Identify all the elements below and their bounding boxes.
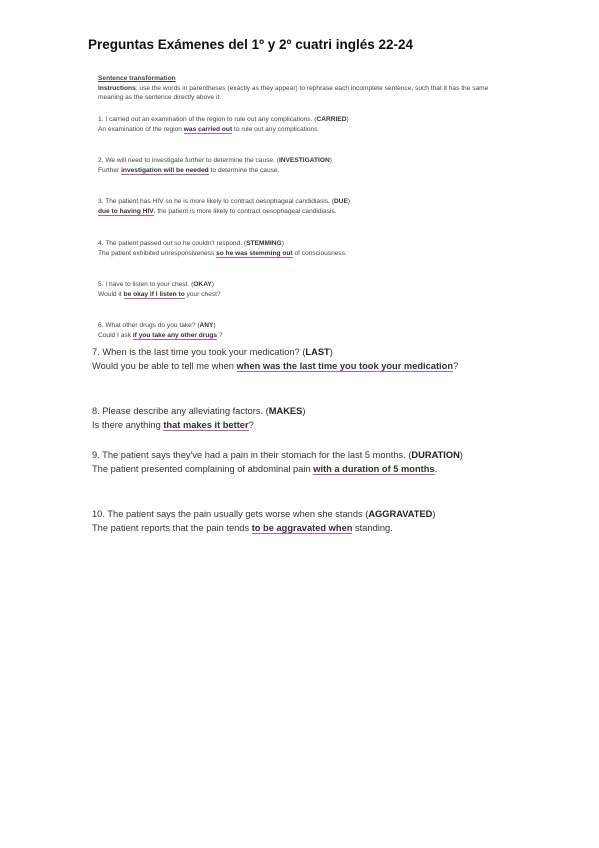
exercise-item-6 <box>98 321 493 340</box>
item-response: Could I ask if you take any other drugs ? <box>98 331 223 339</box>
item-answer: be okay if I listen to <box>123 290 185 298</box>
exercise-item-7 <box>92 345 458 374</box>
item-answer: to be aggravated when <box>251 523 353 534</box>
item-response: The patient reports that the pain tends to be aggravated when standing. <box>92 523 393 534</box>
item-prompt: 1. I carried out an examination of the region to rule out any complications. (CARRIED) <box>98 116 349 123</box>
item-prompt: 4. The patient passed out so he couldn't respond. (STEMMING) <box>98 240 284 247</box>
page-title: Preguntas Exámenes del 1º y 2º cuatri inglés 22-24 <box>88 37 414 52</box>
item-prompt: 7. When is the last time you took your medication? (LAST) <box>92 347 333 357</box>
item-keyword: STEMMING <box>246 240 282 247</box>
item-response: Further investigation will be needed to determine the cause. <box>98 166 280 174</box>
item-prompt: 6. What other drugs do you take? (ANY) <box>98 322 216 329</box>
exercise-item-8 <box>92 404 305 433</box>
item-answer: was carried out <box>183 125 233 133</box>
item-answer: with a duration of 5 months <box>313 464 435 475</box>
section-heading: Sentence transformation <box>98 75 176 82</box>
item-keyword: MAKES <box>268 406 303 416</box>
item-prompt: 9. The patient says they've had a pain in their stomach for the last 5 months. (DURATION) <box>92 450 463 460</box>
exercise-item-5 <box>98 280 493 299</box>
item-keyword: LAST <box>305 347 330 357</box>
item-answer: when was the last time you took your medication <box>236 361 453 372</box>
exercise-item-2 <box>98 156 493 175</box>
item-answer: if you take any other drugs <box>132 331 218 339</box>
exercise-item-10 <box>92 507 435 536</box>
item-response: due to having HIV, the patient is more likely to contract oesophageal candidiasis. <box>98 207 337 215</box>
item-prompt: 5. I have to listen to your chest. (OKAY) <box>98 281 214 288</box>
item-prompt: 8. Please describe any alleviating factors. (MAKES) <box>92 406 306 416</box>
item-keyword: ANY <box>199 322 214 329</box>
item-keyword: CARRIED <box>316 116 347 123</box>
item-prompt: 3. The patient has HIV so he is more likely to contract oesophageal candidiasis. (DUE) <box>98 198 351 205</box>
item-answer: due to having HIV <box>98 207 154 215</box>
instructions-label: Instructions <box>98 84 136 92</box>
item-answer: that makes it better <box>163 420 249 431</box>
item-keyword: AGGRAVATED <box>368 509 433 519</box>
section-header <box>98 74 493 103</box>
item-prompt: 10. The patient says the pain usually gets worse when she stands (AGGRAVATED) <box>92 509 436 519</box>
item-keyword: DURATION <box>411 450 460 460</box>
item-response: Would you be able to tell me when when was the last time you took your medication? <box>92 361 459 372</box>
exercise-item-3 <box>98 197 493 216</box>
exercise-item-9 <box>92 448 463 477</box>
item-keyword: OKAY <box>193 281 212 288</box>
item-response: An examination of the region was carried out to rule out any complications <box>98 125 318 133</box>
exercise-item-1 <box>98 115 493 134</box>
instructions <box>98 84 493 103</box>
item-response: The patient exhibited unresponsiveness so he was stemming out of consciousness. <box>98 249 347 257</box>
item-prompt: 2. We will need to investigate further to determine the cause. (INVESTIGATION) <box>98 157 332 164</box>
instructions-text: : use the words in parentheses (exactly as they appear) to rephrase each incomplete sentence, such that it has the same meaning as the sentence directly above it. <box>98 84 489 102</box>
item-answer: investigation will be needed <box>121 166 209 174</box>
item-response: Is there anything that makes it better? <box>92 420 254 431</box>
item-response: Would it be okay if I listen to your chest? <box>98 290 221 298</box>
exercise-item-4 <box>98 239 493 258</box>
item-keyword: INVESTIGATION <box>278 157 330 164</box>
item-keyword: DUE <box>333 198 348 205</box>
item-answer: so he was stemming out <box>216 249 293 257</box>
item-response: The patient presented complaining of abdominal pain with a duration of 5 months. <box>92 464 438 475</box>
